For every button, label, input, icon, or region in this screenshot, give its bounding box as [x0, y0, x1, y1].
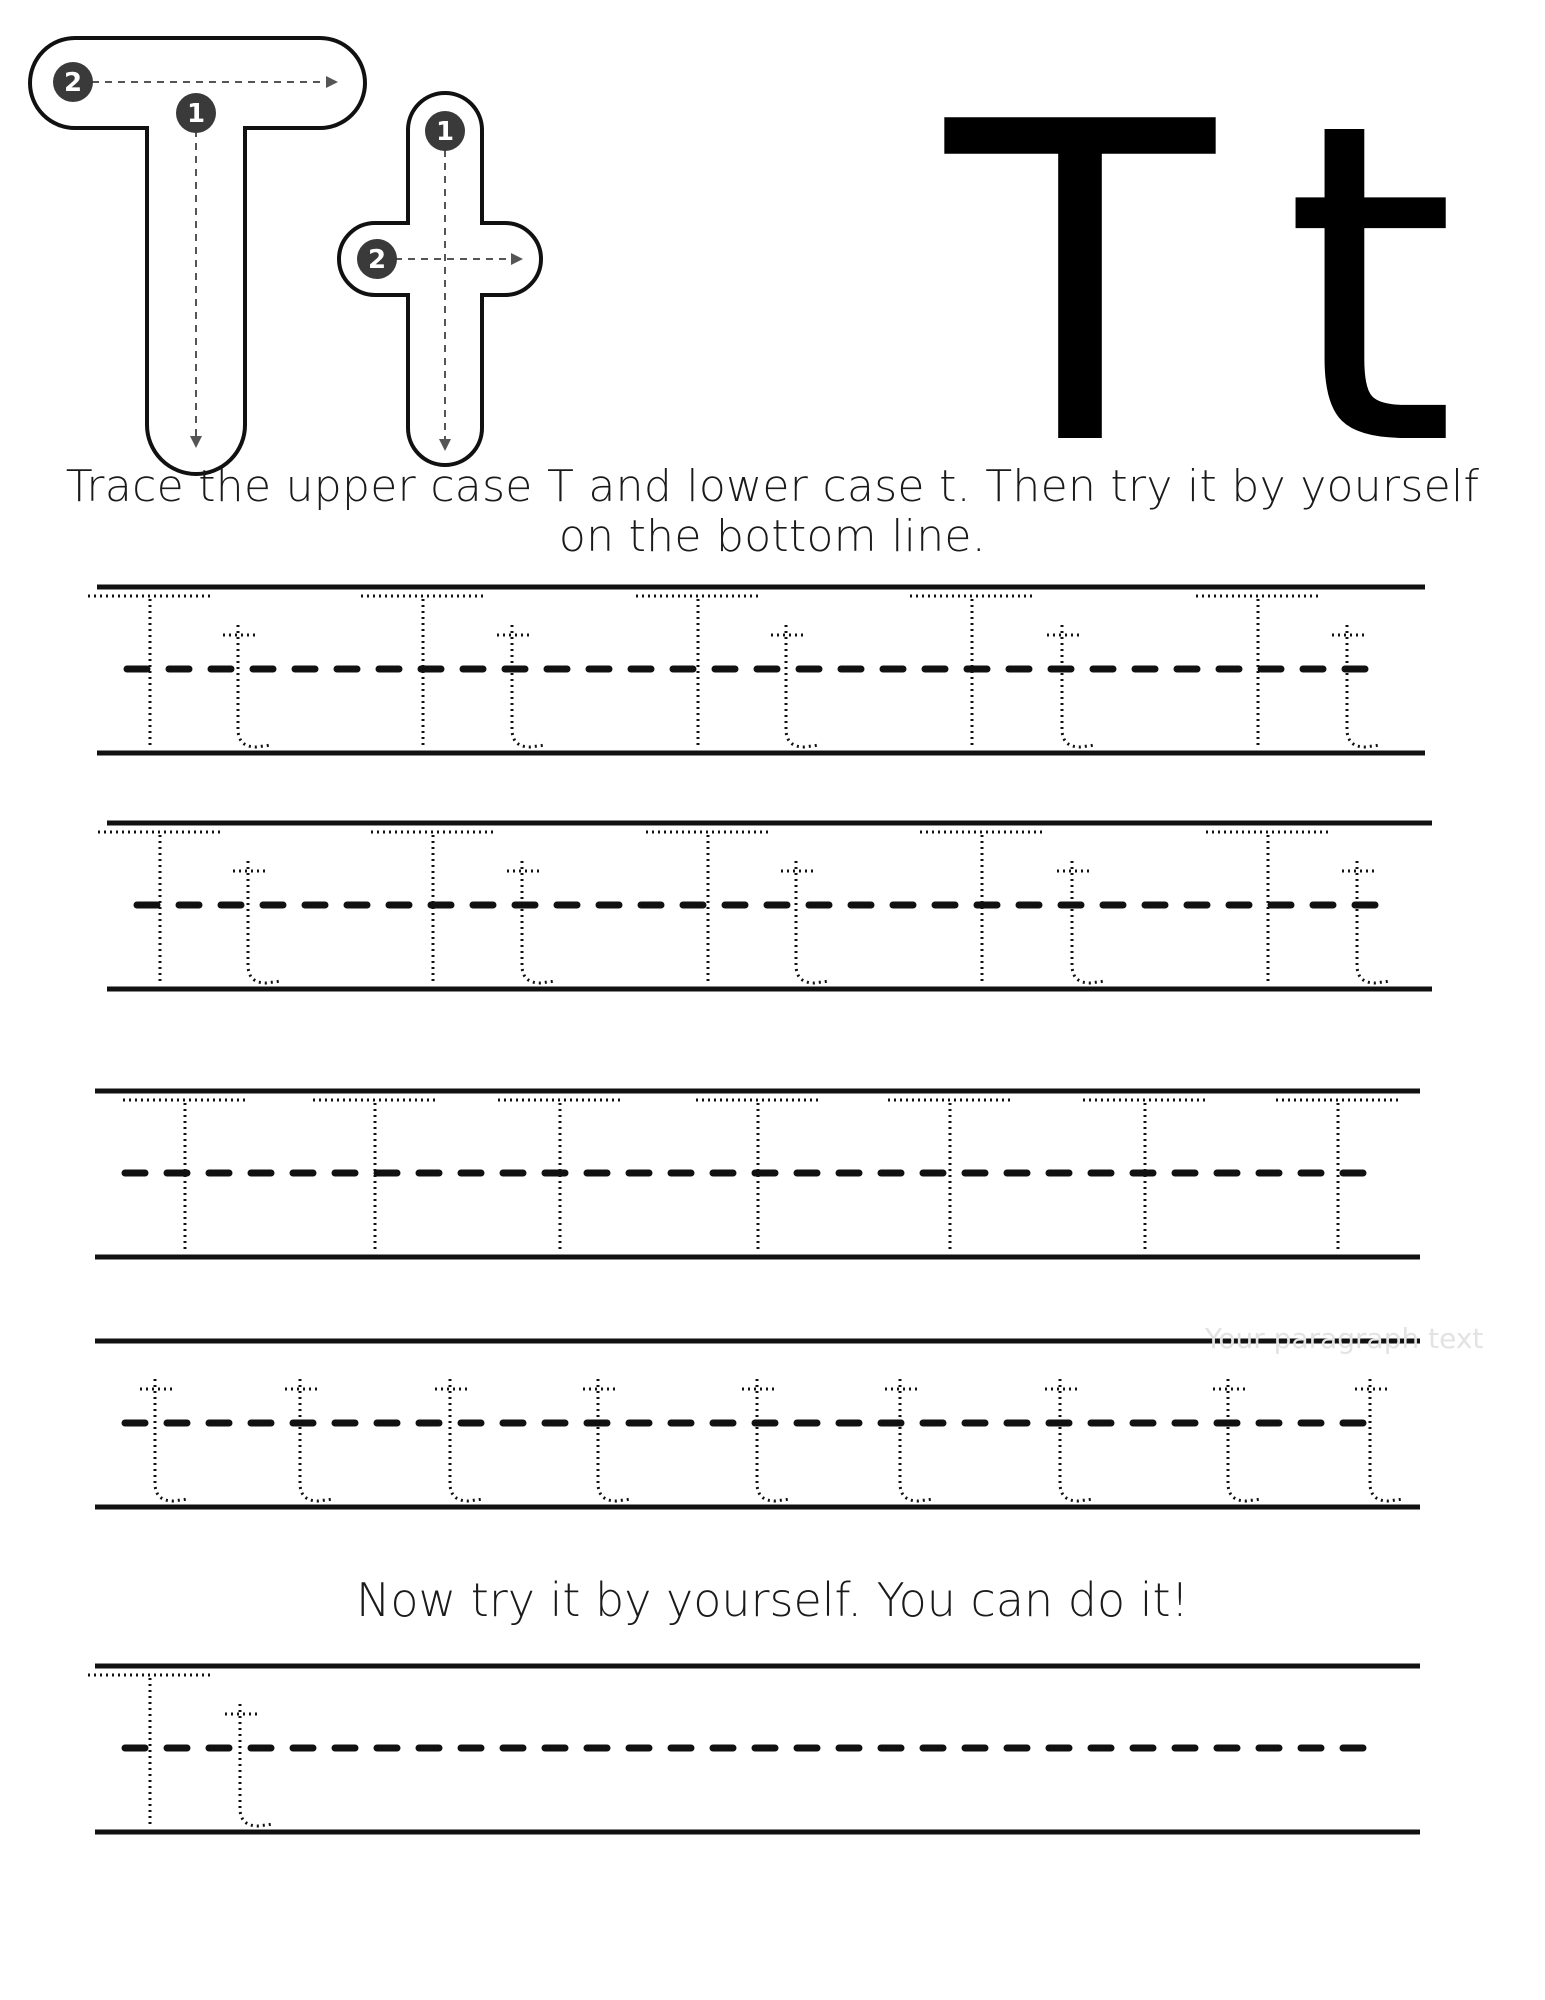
practice-row: [95, 1341, 1420, 1507]
svg-text:2: 2: [63, 68, 83, 98]
stroke-number-badge: [53, 62, 93, 102]
dotted-lowercase-t: [233, 861, 282, 983]
dotted-lowercase-t: [1057, 861, 1106, 983]
dotted-lowercase-t: [1342, 861, 1391, 983]
stroke-number-badge: [357, 239, 397, 279]
dotted-uppercase-t: [1276, 1100, 1400, 1251]
dotted-lowercase-t: [140, 1379, 189, 1501]
svg-text:1: 1: [186, 99, 206, 129]
dotted-lowercase-t: [497, 625, 546, 747]
practice-rows: [88, 587, 1432, 1832]
dotted-lowercase-t: [223, 625, 272, 747]
dotted-lowercase-t: [225, 1704, 274, 1826]
dotted-lowercase-t: [1045, 1379, 1094, 1501]
dotted-uppercase-t: [646, 832, 770, 983]
dotted-uppercase-t: [88, 1675, 212, 1826]
practice-row: [88, 1666, 1420, 1832]
dotted-lowercase-t: [507, 861, 556, 983]
dotted-lowercase-t: [1355, 1379, 1404, 1501]
practice-row: [98, 823, 1432, 989]
dotted-uppercase-t: [888, 1100, 1012, 1251]
dotted-lowercase-t: [285, 1379, 334, 1501]
uppercase-t-tracing-guide: [30, 38, 365, 474]
dotted-lowercase-t: [1213, 1379, 1262, 1501]
dotted-lowercase-t: [885, 1379, 934, 1501]
stroke-number-badge: [176, 93, 216, 133]
svg-text:2: 2: [367, 245, 387, 275]
dotted-lowercase-t: [435, 1379, 484, 1501]
trace-instruction: Trace the upper case T and lower case t. Then try it by yourself on the bottom line.: [65, 461, 1480, 562]
lowercase-t-tracing-guide: [339, 93, 541, 465]
dotted-lowercase-t: [583, 1379, 632, 1501]
dotted-lowercase-t: [1047, 625, 1096, 747]
self-practice-instruction: Now try it by yourself. You can do it!: [355, 1573, 1190, 1627]
dotted-uppercase-t: [88, 596, 212, 747]
dotted-lowercase-t: [781, 861, 830, 983]
dotted-uppercase-t: [636, 596, 760, 747]
stroke-number-badge: [425, 111, 465, 151]
practice-row: [95, 1091, 1420, 1257]
display-uppercase-t: T: [945, 30, 1215, 542]
placeholder-text: Your paragraph text: [1205, 1322, 1484, 1355]
dotted-lowercase-t: [771, 625, 820, 747]
svg-text:1: 1: [435, 117, 455, 147]
dotted-lowercase-t: [742, 1379, 791, 1501]
display-lowercase-t: t: [1283, 30, 1457, 542]
dotted-uppercase-t: [98, 832, 222, 983]
practice-row: [88, 587, 1425, 753]
dotted-lowercase-t: [1332, 625, 1381, 747]
